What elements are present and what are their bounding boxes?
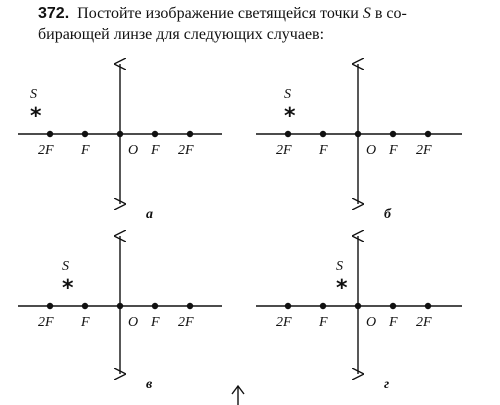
point-f-right-label: F bbox=[151, 315, 160, 330]
point-2f-right-dot-icon bbox=[425, 303, 431, 309]
point-name: S bbox=[362, 5, 371, 22]
point-f-left-dot-icon bbox=[82, 303, 88, 309]
source-star-icon: * bbox=[30, 104, 42, 129]
partial-lens-arrow-icon bbox=[232, 386, 244, 405]
point-2f-left-dot-icon bbox=[47, 303, 53, 309]
problem-text-start: Постойте изображение светящейся точки bbox=[77, 5, 359, 22]
point-f-left-dot-icon bbox=[82, 131, 88, 137]
problem-number: 372. bbox=[38, 5, 70, 22]
point-2f-left-dot-icon bbox=[285, 303, 291, 309]
point-f-right-label: F bbox=[389, 143, 398, 158]
source-label: S bbox=[336, 259, 343, 274]
point-o-dot-icon bbox=[117, 303, 123, 309]
point-f-left-dot-icon bbox=[320, 131, 326, 137]
point-o-label: O bbox=[128, 143, 139, 158]
point-2f-right-dot-icon bbox=[425, 131, 431, 137]
point-o-dot-icon bbox=[355, 303, 361, 309]
point-2f-right-label: 2F bbox=[178, 143, 194, 158]
source-star-icon: * bbox=[284, 104, 296, 129]
source-star-icon: * bbox=[336, 276, 348, 301]
panel-letter: а bbox=[146, 207, 153, 222]
problem-text-line-2: бирающей линзе для следующих случаев: bbox=[38, 26, 325, 43]
point-2f-left-dot-icon bbox=[285, 131, 291, 137]
point-f-left-label: F bbox=[81, 143, 90, 158]
point-2f-right-dot-icon bbox=[187, 131, 193, 137]
point-2f-left-dot-icon bbox=[47, 131, 53, 137]
point-f-left-label: F bbox=[81, 315, 90, 330]
panel-letter: б bbox=[384, 207, 391, 222]
point-f-left-dot-icon bbox=[320, 303, 326, 309]
point-2f-left-label: 2F bbox=[38, 143, 54, 158]
point-2f-left-label: 2F bbox=[276, 315, 292, 330]
lens-panel-1 bbox=[18, 64, 222, 222]
point-f-right-dot-icon bbox=[152, 131, 158, 137]
point-f-right-label: F bbox=[389, 315, 398, 330]
point-2f-right-label: 2F bbox=[416, 143, 432, 158]
source-label: S bbox=[62, 259, 69, 274]
point-o-label: O bbox=[366, 143, 377, 158]
point-f-left-label: F bbox=[319, 143, 328, 158]
point-2f-right-dot-icon bbox=[187, 303, 193, 309]
point-f-left-label: F bbox=[319, 315, 328, 330]
lens-panel-3 bbox=[18, 236, 222, 392]
lens-panel-4 bbox=[256, 236, 462, 392]
point-f-right-dot-icon bbox=[152, 303, 158, 309]
point-f-right-label: F bbox=[151, 143, 160, 158]
point-o-label: O bbox=[128, 315, 139, 330]
lens-panel-2 bbox=[256, 64, 462, 222]
point-2f-left-label: 2F bbox=[276, 143, 292, 158]
point-o-dot-icon bbox=[117, 131, 123, 137]
point-2f-right-label: 2F bbox=[178, 315, 194, 330]
point-2f-left-label: 2F bbox=[38, 315, 54, 330]
point-o-label: O bbox=[366, 315, 377, 330]
point-f-right-dot-icon bbox=[390, 131, 396, 137]
panel-letter: в bbox=[146, 377, 153, 392]
source-star-icon: * bbox=[62, 276, 74, 301]
source-label: S bbox=[30, 87, 37, 102]
panel-letter: г bbox=[384, 377, 390, 392]
panels-root bbox=[18, 64, 462, 392]
point-o-dot-icon bbox=[355, 131, 361, 137]
point-2f-right-label: 2F bbox=[416, 315, 432, 330]
source-label: S bbox=[284, 87, 291, 102]
point-f-right-dot-icon bbox=[390, 303, 396, 309]
problem-text-end: в со- bbox=[374, 5, 407, 22]
